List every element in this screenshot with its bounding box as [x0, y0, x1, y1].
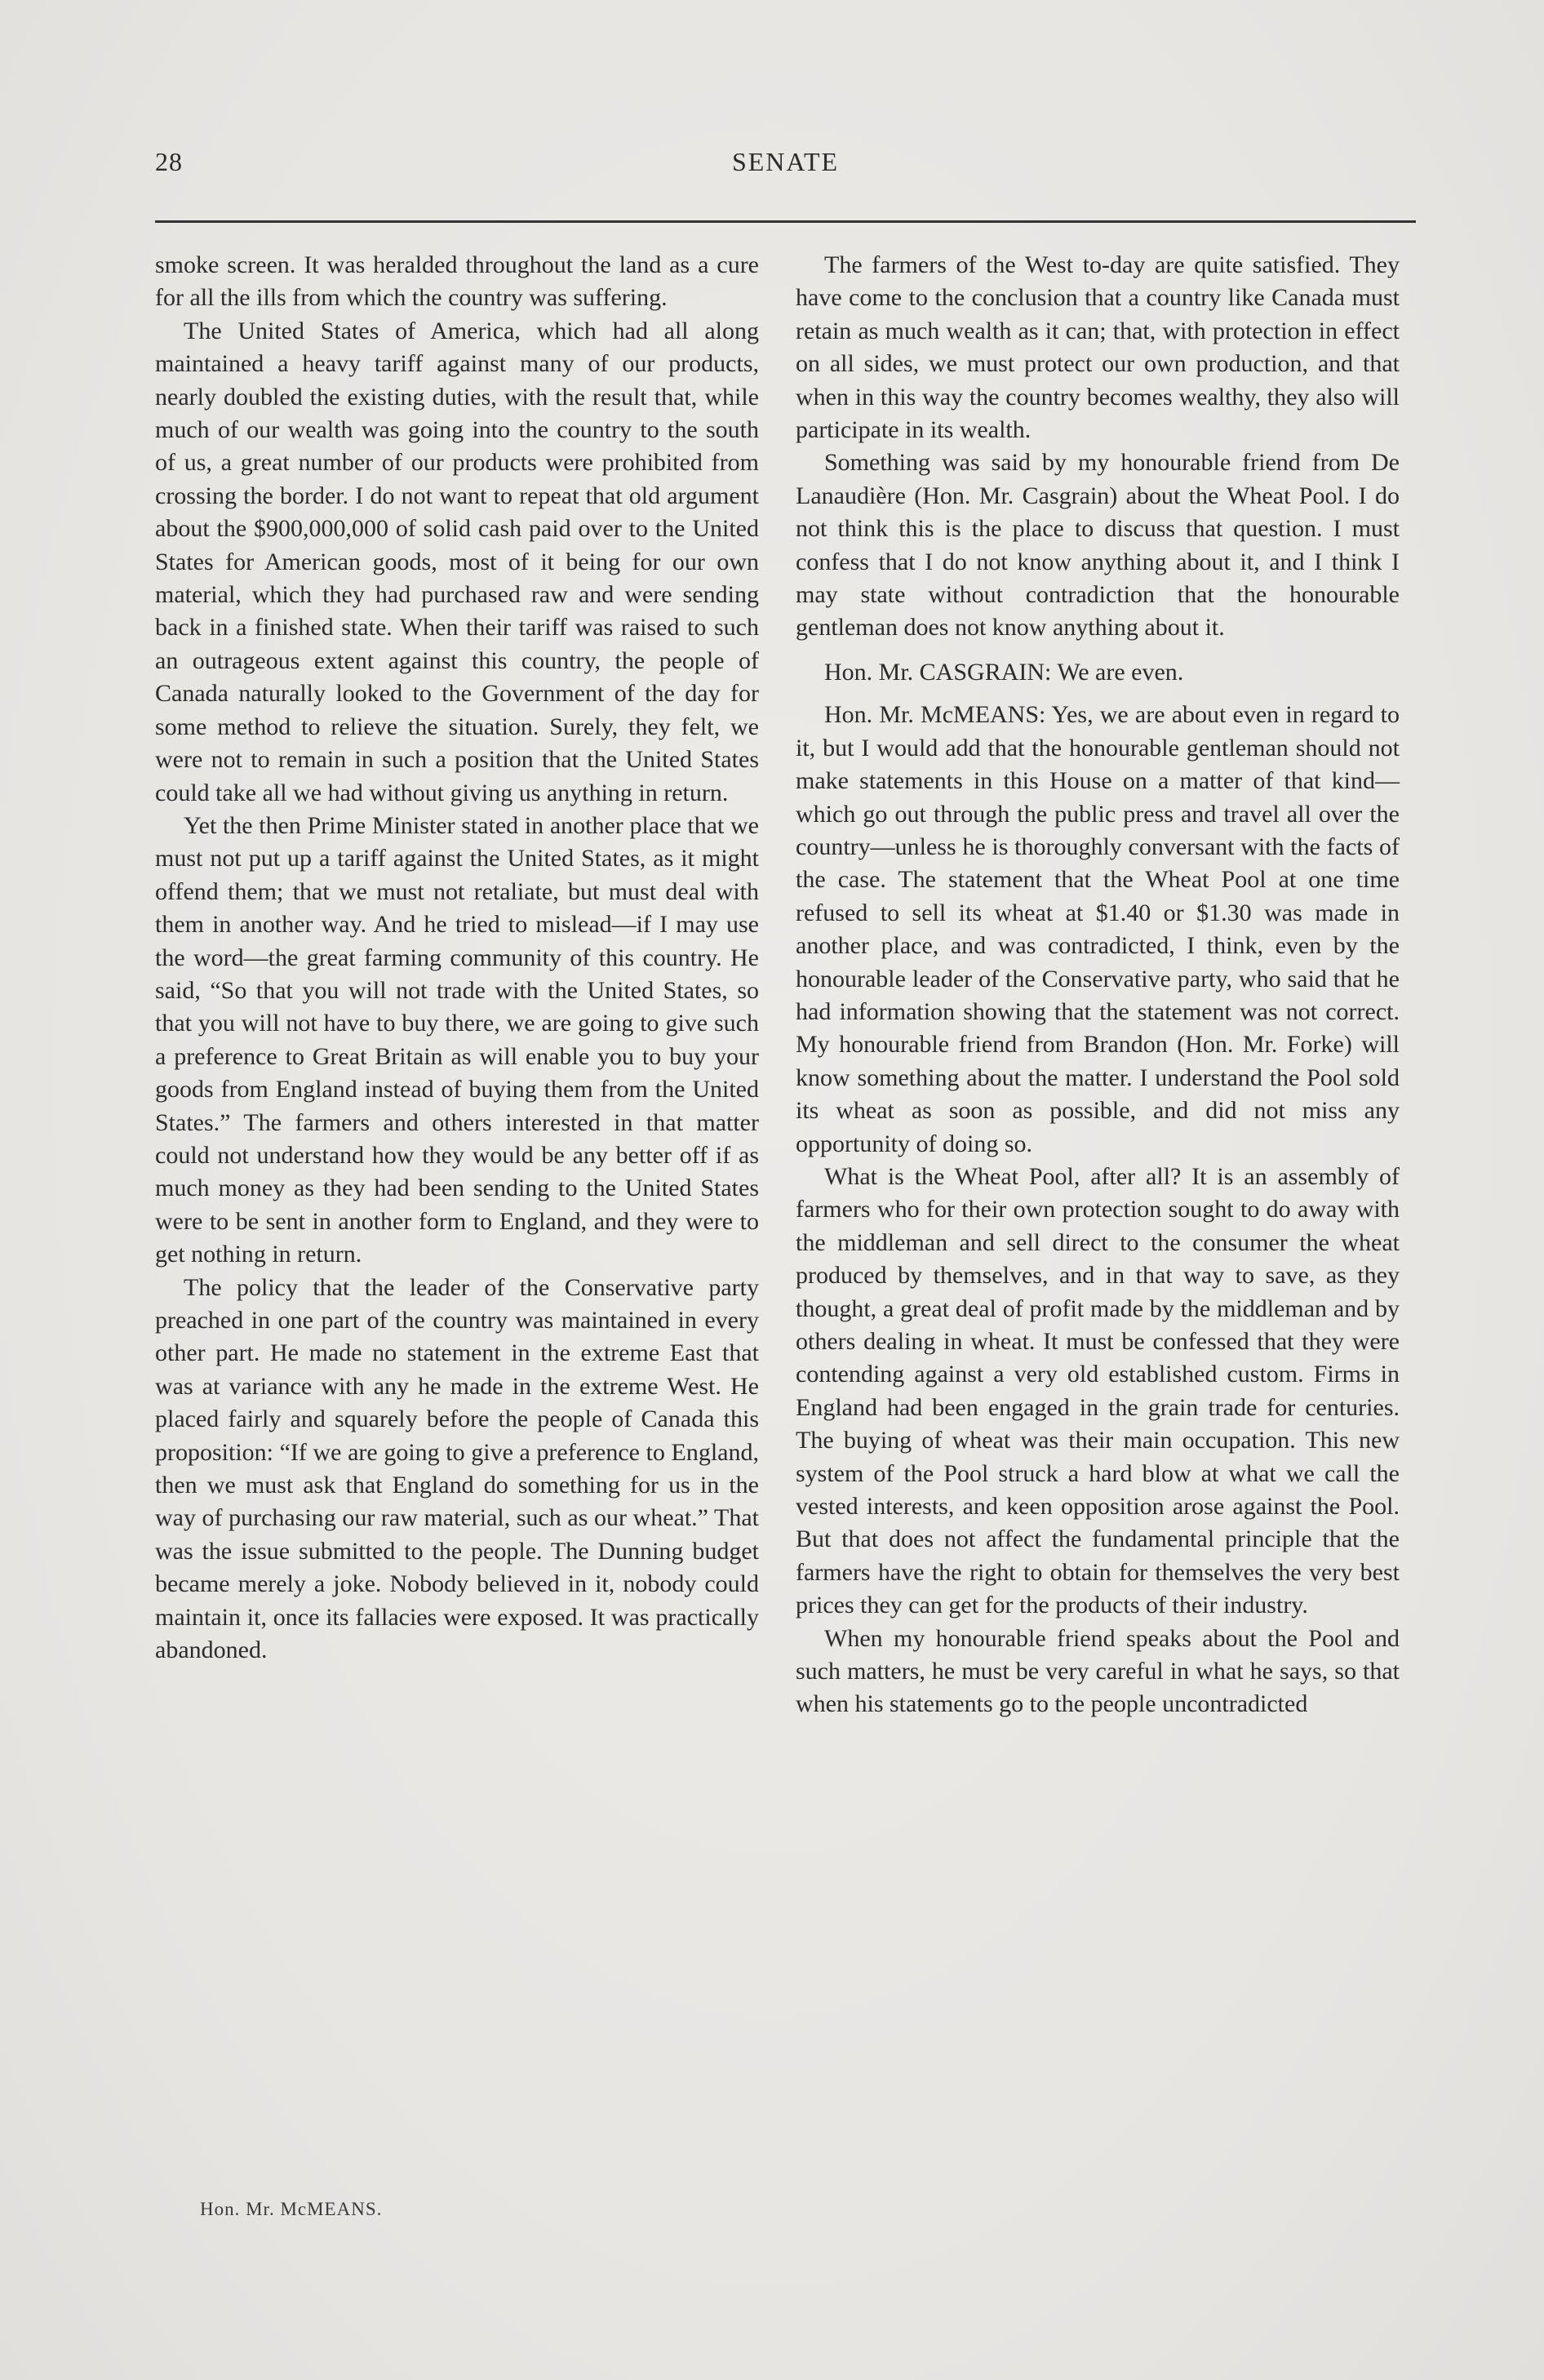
- paragraph: Yet the then Prime Minister stated in another place that we must not put up a tariff against the United States, as it might offend them; that we must not retaliate, but must deal with them in another way. And he tried to mislead—if I may use the word—the great farming community of this country. He said, “So that you will not trade with the United States, so that you will not have to buy there, we are going to give such a preference to Great Britain as will enable you to buy your goods from England instead of buying them from the United States.” The farmers and others interested in that matter could not understand how they would be any better off if as much money as they had been sending to the United States were to be sent in another form to England, and they were to get nothing in return.: [155, 811, 759, 1268]
- footer-speaker-name: Hon. Mr. McMEANS.: [200, 2199, 383, 2219]
- running-head: SENATE: [731, 147, 840, 176]
- paragraph: The policy that the leader of the Conservative party preached in one part of the country was maintained in every other part. He made no statement in the extreme East that was at variance with any he made in the extreme West. He placed fairly and squarely before the people of Canada this proposition: “If we are going to give a preference to England, then we must ask that England do something for us in the way of purchasing our raw material, such as our wheat.” That was the issue submitted to the people. The Dunning budget became merely a joke. Nobody believed in it, nobody could maintain it, once its fallacies were exposed. It was practically abandoned.: [155, 1273, 759, 1664]
- page-header: [155, 147, 1416, 188]
- speaker-interjection: Hon. Mr. CASGRAIN: We are even.: [824, 658, 1184, 686]
- paragraph: When my honourable friend speaks about the Pool and such matters, he must be very careful in what he says, so that when his statements go to the people uncontradicted: [796, 1624, 1400, 1718]
- header-rule: [155, 220, 1416, 223]
- left-column: [155, 249, 759, 1667]
- paragraph: smoke screen. It was heralded throughout the land as a cure for all the ills from which the country was suffering.: [155, 251, 759, 312]
- paragraph: The farmers of the West to-day are quite satisfied. They have come to the conclusion that a country like Canada must retain as much wealth as it can; that, with protection in effect on all sides, we must protect our own production, and that when in this way the country becomes wealthy, they also will participate in its wealth.: [796, 251, 1400, 444]
- paragraph: Something was said by my honourable friend from De Lanaudière (Hon. Mr. Casgrain) about the Wheat Pool. I do not think this is the place to discuss that question. I must confess that I do not know anything about it, and I think I may state without contradiction that the honourable gentleman does not know anything about it.: [796, 449, 1400, 642]
- right-column: [796, 249, 1400, 1721]
- page-number: 28: [155, 147, 183, 176]
- paragraph: The United States of America, which had all along maintained a heavy tariff against many of our products, nearly doubled the existing duties, with the result that, while much of our wealth was going into the country to the south of us, a great number of our products were prohibited from crossing the border. I do not want to repeat that old argument about the $900,000,000 of solid cash paid over to the United States for American goods, most of it being for our own material, which they had purchased raw and were sending back in a finished state. When their tariff was raised to such an outrageous extent against this country, the people of Canada naturally looked to the Government of the day for some method to relieve the situation. Surely, they felt, we were not to remain in such a position that the United States could take all we had without giving us anything in return.: [155, 317, 759, 806]
- paragraph: Hon. Mr. McMEANS: Yes, we are about even in regard to it, but I would add that the honourable gentleman should not make statements in this House on a matter of that kind—which go out through the public press and travel all over the country—unless he is thoroughly conversant with the facts of the case. The statement that the Wheat Pool at one time refused to sell its wheat at $1.40 or $1.30 was made in another place, and was contradicted, I think, even by the honourable leader of the Conservative party, who said that he had information showing that the statement was not correct. My honourable friend from Brandon (Hon. Mr. Forke) will know something about the matter. I understand the Pool sold its wheat as soon as possible, and did not miss any opportunity of doing so.: [796, 701, 1400, 1157]
- paragraph: What is the Wheat Pool, after all? It is an assembly of farmers who for their own protection sought to do away with the middleman and sell direct to the consumer the wheat produced by themselves, and in that way to save, as they thought, a great deal of profit made by the middleman and by others dealing in wheat. It must be confessed that they were contending against a very old established custom. Firms in England had been engaged in the grain trade for centuries. The buying of wheat was their main occupation. This new system of the Pool struck a hard blow at what we call the vested interests, and keen opposition arose against the Pool. But that does not affect the fundamental principle that the farmers have the right to obtain for themselves the very best prices they can get for the products of their industry.: [796, 1162, 1400, 1619]
